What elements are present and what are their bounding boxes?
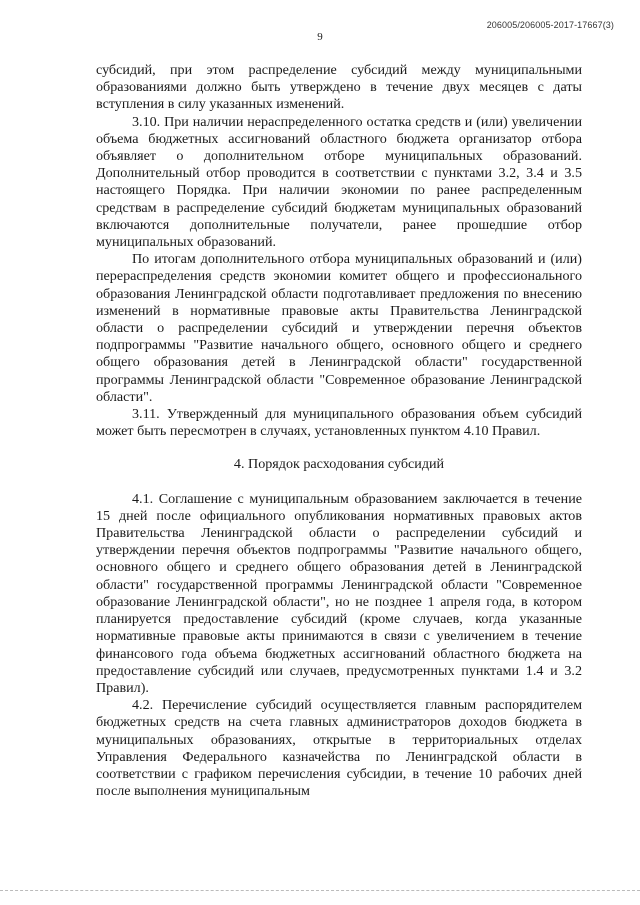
paragraph-4-2: 4.2. Перечисление субсидий осуществляется главным распорядителем бюджетных средств на счета главных администраторов доходов бюджета в муниципальных образованиях, открытые в территориальных отделах Управления Федерального казначейства по Ленинградской области в соответствии с графиком перечисления субсидии, в течение 10 рабочих дней после выполнения муниципальным [96,697,582,800]
page-number: 9 [317,31,323,43]
paragraph-additional-selection: По итогам дополнительного отбора муниципальных образований и (или) перераспределения средств экономии комитет общего и профессионального образования Ленинградской области подготавливает предложения по внесению изменений в нормативные правовые акты Правительства Ленинградской области о распределении субсидий и утверждении перечня объектов подпрограммы "Развитие начального общего, основного общего и среднего общего образования детей в Ленинградской области" государственной программы Ленинградской области "Современное образование Ленинградской области". [96,251,582,405]
paragraph-3-11: 3.11. Утвержденный для муниципального образования объем субсидий может быть пересмотрен в случаях, установленных пунктом 4.10 Правил. [96,406,582,440]
paragraph-4-1: 4.1. Соглашение с муниципальным образованием заключается в течение 15 дней после официального опубликования нормативных правовых актов Правительства Ленинградской области о распределении субсидий и утверждении перечня объектов подпрограммы "Развитие начального общего, основного общего и среднего общего образования детей в Ленинградской области" государственной программы Ленинградской области "Современное образование Ленинградской области", но не позднее 1 апреля года, в котором планируется предоставление субсидий (кроме случаев, когда указанные нормативные правовые акты принимаются в связи с увеличением в течение финансового года объема бюджетных ассигнований областного бюджета на предоставление субсидий или случаев, предусмотренных пунктами 1.4 и 3.2 Правил). [96,490,582,696]
section-title: 4. Порядок расходования субсидий [233,456,445,473]
paragraph-continuation: субсидий, при этом распределение субсидий между муниципальными образованиями должно быть утверждено в течение двух месяцев с даты вступления в силу указанных изменений. [96,62,582,113]
page-fold-line [0,890,640,905]
paragraph-3-10: 3.10. При наличии нераспределенного остатка средств и (или) увеличении объема бюджетных ассигнований областного бюджета организатор отбора объявляет о дополнительном отборе муниципальных образований. Дополнительный отбор проводится в соответствии с пунктами 3.2, 3.4 и 3.5 настоящего Порядка. При наличии экономии по ранее распределенным средствам в распределение субсидий бюджетам муниципальных образований включаются дополнительные получатели, ранее прошедшие отбор муниципальных образований. [96,113,582,251]
document-body [96,62,582,800]
document-id: 206005/206005-2017-17667(3) [486,20,614,30]
